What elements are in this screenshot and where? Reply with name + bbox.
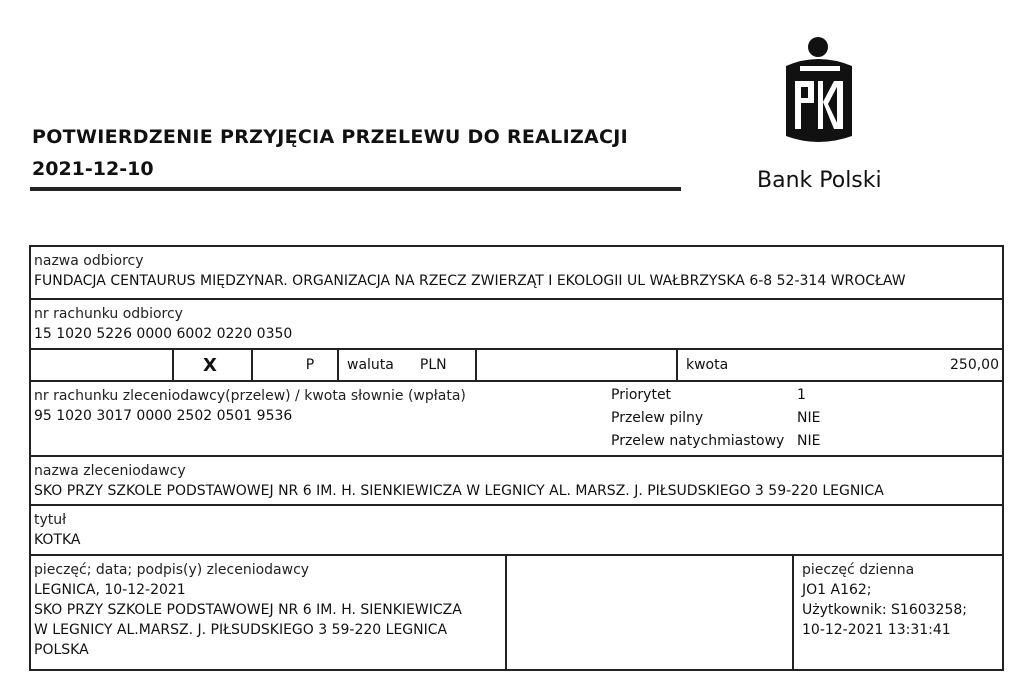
p-mark: P bbox=[305, 357, 315, 373]
recipient-account-value: 15 1020 5226 0000 6002 0220 0350 bbox=[34, 326, 293, 342]
transfer-type-p-cell bbox=[253, 350, 339, 380]
bank-name: Bank Polski bbox=[757, 168, 882, 193]
x-mark: X bbox=[203, 354, 217, 376]
signature-line: SKO PRZY SZKOLE PODSTAWOWEJ NR 6 IM. H. SIENKIEWICZA bbox=[34, 602, 462, 618]
signature-line: W LEGNICY AL.MARSZ. J. PIŁSUDSKIEGO 3 59-220 LEGNICA bbox=[34, 622, 448, 638]
payer-account-row bbox=[31, 382, 1002, 457]
recipient-account-label: nr rachunku odbiorcy bbox=[34, 306, 183, 322]
priority-block bbox=[611, 384, 820, 453]
document-title: POTWIERDZENIE PRZYJĘCIA PRZELEWU DO REALIZACJI bbox=[32, 126, 629, 148]
payer-name-value: SKO PRZY SZKOLE PODSTAWOWEJ NR 6 IM. H. SIENKIEWICZA W LEGNICY AL. MARSZ. J. PIŁSUDSKIEGO 3 59-220 LEGNICA bbox=[34, 483, 884, 499]
daily-stamp-label: pieczęć dzienna bbox=[802, 562, 915, 578]
signature-line: POLSKA bbox=[34, 642, 89, 658]
signature-blank-cell bbox=[507, 556, 794, 669]
amount-value: 250,00 bbox=[950, 357, 999, 373]
recipient-name-label: nazwa odbiorcy bbox=[34, 253, 144, 269]
signature-label: pieczęć; data; podpis(y) zleceniodawcy bbox=[34, 562, 310, 578]
priority-value: 1 bbox=[797, 387, 806, 403]
amount-row bbox=[31, 350, 1002, 382]
transfer-type-x-cell bbox=[174, 350, 253, 380]
amount-row-blank-cell bbox=[477, 350, 678, 380]
signature-row bbox=[31, 556, 1002, 669]
instant-transfer-label: Przelew natychmiastowy bbox=[611, 433, 785, 449]
amount-row-empty-cell bbox=[31, 350, 174, 380]
amount-label: kwota bbox=[686, 357, 729, 373]
recipient-name-row bbox=[31, 247, 1002, 300]
daily-stamp-cell bbox=[794, 556, 1002, 669]
title-label: tytuł bbox=[34, 512, 67, 528]
payer-account-value: 95 1020 3017 0000 2502 0501 9536 bbox=[34, 408, 293, 424]
instant-transfer-value: NIE bbox=[797, 433, 821, 449]
transfer-form bbox=[29, 245, 1004, 671]
urgent-transfer-label: Przelew pilny bbox=[611, 410, 704, 426]
signature-line: LEGNICA, 10-12-2021 bbox=[34, 582, 186, 598]
payer-name-row bbox=[31, 457, 1002, 506]
document-date: 2021-12-10 bbox=[32, 158, 154, 180]
priority-label: Priorytet bbox=[611, 387, 672, 403]
currency-value: PLN bbox=[419, 357, 447, 373]
daily-stamp-line: JO1 A162; bbox=[802, 582, 872, 598]
amount-cell bbox=[678, 350, 1002, 380]
urgent-transfer-value: NIE bbox=[797, 410, 821, 426]
daily-stamp-line: 10-12-2021 13:31:41 bbox=[802, 622, 951, 638]
payer-name-label: nazwa zleceniodawcy bbox=[34, 463, 186, 479]
signature-cell bbox=[31, 556, 507, 669]
currency-label: waluta bbox=[347, 357, 394, 373]
pko-logo-icon bbox=[780, 36, 860, 146]
title-value: KOTKA bbox=[34, 532, 81, 548]
recipient-name-value: FUNDACJA CENTAURUS MIĘDZYNAR. ORGANIZACJA NA RZECZ ZWIERZĄT I EKOLOGII UL WAŁBRZYSKA 6-8 52-314 WROCŁAW bbox=[34, 273, 906, 289]
daily-stamp-line: Użytkownik: S1603258; bbox=[802, 602, 967, 618]
recipient-account-row bbox=[31, 300, 1002, 350]
payer-account-label: nr rachunku zleceniodawcy(przelew) / kwota słownie (wpłata) bbox=[34, 388, 466, 404]
title-underline bbox=[30, 187, 681, 191]
title-row bbox=[31, 506, 1002, 556]
currency-cell bbox=[339, 350, 477, 380]
